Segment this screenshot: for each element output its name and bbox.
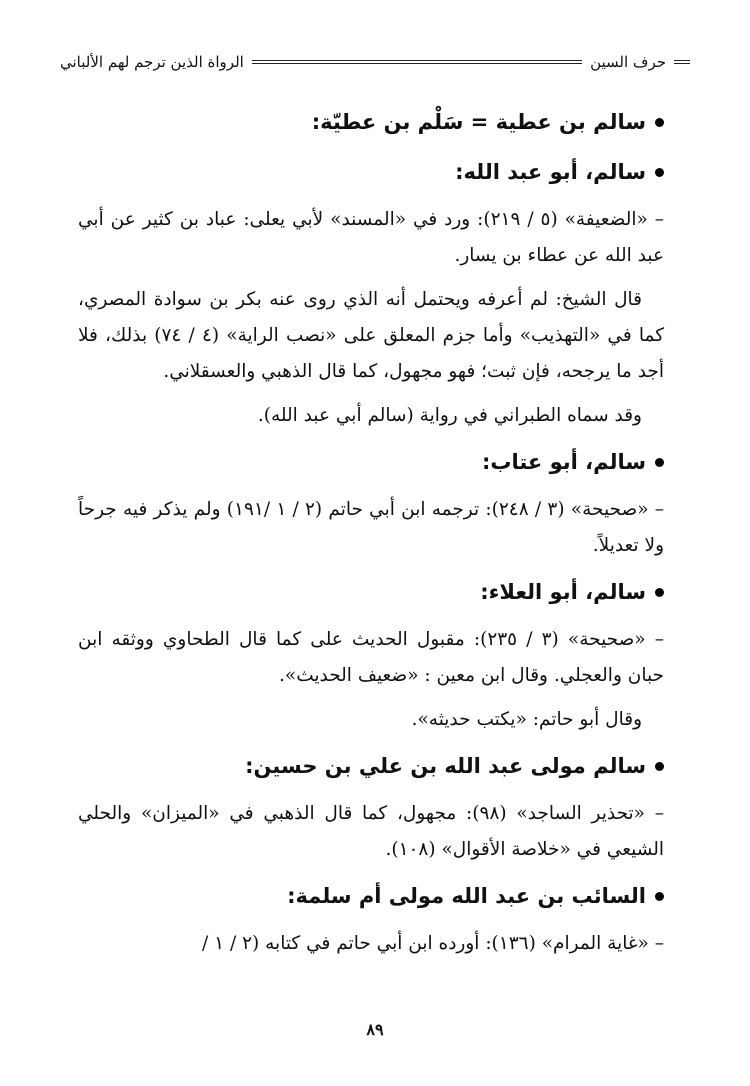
bullet-icon [655, 762, 664, 771]
entry-heading [78, 572, 664, 612]
paragraph: – «صحيحة» (٣ / ٢٤٨): ترجمه ابن أبي حاتم (٢ / ١ /١٩١) ولم يذكر فيه جرحاً ولا تعديلاً. [78, 499, 665, 556]
entry-heading-text: سالم مولى عبد الله بن علي بن حسين: [245, 754, 646, 778]
header-book-title: الرواة الذين ترجم لهم الألباني [60, 53, 244, 71]
entry-heading [78, 442, 664, 482]
entry-heading [78, 152, 664, 192]
entry-heading-text: سالم، أبو عتاب: [481, 450, 646, 474]
bullet-icon [655, 588, 664, 597]
entry-heading-text: سالم بن عطية = سَلْم بن عطيّة: [311, 110, 646, 134]
entry [78, 442, 664, 564]
entry [78, 876, 664, 962]
entry-heading [78, 102, 664, 142]
header-section: حرف السين [590, 53, 666, 71]
entry [78, 746, 664, 868]
bullet-icon [655, 458, 664, 467]
bullet-icon [655, 892, 664, 901]
paragraph: – «غاية المرام» (١٣٦): أورده ابن أبي حاتم في كتابه (٢ / ١ / [202, 933, 664, 954]
paragraph: وقد سماه الطبراني في رواية (سالم أبي عبد الله). [257, 405, 642, 426]
bullet-icon [655, 118, 664, 127]
entry [78, 152, 664, 434]
running-header [60, 50, 690, 74]
header-rule-long [252, 60, 582, 64]
page-number: ٨٩ [366, 1020, 384, 1039]
paragraph: قال الشيخ: لم أعرفه ويحتمل أنه الذي روى عنه بكر بن سوادة المصري، كما في «التهذيب» وأما جزم المعلق على «نصب الراية» (٤ / ٧٤) بذلك، فلا أجد ما يرجحه، فإن ثبت؛ فهو مجهول، كما قال الذهبي والعسقلاني. [78, 289, 665, 382]
paragraph: – «صحيحة» (٣ / ٢٣٥): مقبول الحديث على كما قال الطحاوي ووثقه ابن حبان والعجلي. وقال ابن معين : «ضعيف الحديث». [78, 629, 664, 686]
paragraph: – «الضعيفة» (٥ / ٢١٩): ورد في «المسند» لأبي يعلى: عباد بن كثير عن أبي عبد الله عن عطاء بن يسار. [78, 209, 664, 266]
paragraph: وقال أبو حاتم: «يكتب حديثه». [411, 709, 642, 730]
paragraph: – «تحذير الساجد» (٩٨): مجهول، كما قال الذهبي في «الميزان» والحلي الشيعي في «خلاصة الأقوال» (١٠٨). [78, 803, 664, 860]
entry-heading-text: السائب بن عبد الله مولى أم سلمة: [287, 884, 646, 908]
entry [78, 572, 664, 738]
entry-heading [78, 876, 664, 916]
header-rule-short [674, 60, 690, 64]
bullet-icon [655, 168, 664, 177]
entry-heading [78, 746, 664, 786]
entry-heading-text: سالم، أبو العلاء: [480, 580, 646, 604]
entry-heading-text: سالم، أبو عبد الله: [455, 160, 646, 184]
entry [78, 102, 664, 142]
page-body [78, 102, 664, 970]
